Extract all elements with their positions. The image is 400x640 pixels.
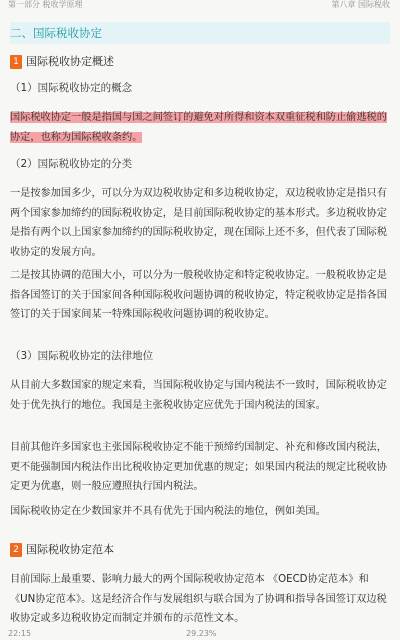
header-right-text: 第八章 国际税收 (331, 0, 390, 9)
paragraph-3: 从目前大多数国家的规定来看，当国际税收协定与国内税法不一致时，国际税收协定处于优先执行的地位。我国是主张税收协定应优先于国内税法的国家。 (10, 380, 387, 411)
number-badge-2: 2 (10, 543, 22, 557)
point-3-title: （3）国际税收协定的法律地位 (10, 350, 154, 362)
header-left-text: 第一部分 税收学原理 (8, 0, 83, 9)
paragraph-2: 二是按其协调的范围大小，可以分为一般税收协定和特定税收协定。一般税收协定是指各国签订的关于国家间各种国际税收问题协调的税收协定，特定税收协定是指各国签订的关于国家间某一特殊国际税收问题协调的税收协定。 (10, 270, 387, 320)
point-1-title: （1）国际税收协定的概念 (10, 82, 133, 94)
number-badge-1: 1 (10, 55, 22, 69)
status-header (0, 0, 400, 12)
subheading-1 (10, 54, 114, 70)
paragraph-1: 一是按参加国多少，可以分为双边税收协定和多边税收协定，双边税收协定是指只有两个国家参加缔约的国际税收协定，是目前国际税收协定的基本形式。多边税收协定是指有两个以上国家参加缔约的国际税收协定，现在国际上还不多，但代表了国际税收协定的发展方向。 (10, 188, 387, 258)
section-title (10, 22, 390, 44)
paragraph-5: 国际税收协定在少数国家并不具有优先于国内税法的地位，例如美国。 (10, 506, 326, 517)
status-footer (0, 628, 400, 640)
reading-progress: 29.23% (186, 629, 217, 638)
subheading-2 (10, 542, 114, 558)
section-title-text: 二、国际税收协定 (10, 26, 102, 40)
clock-text: 22:15 (8, 629, 32, 638)
point-2-title: （2）国际税收协定的分类 (10, 158, 133, 170)
highlighted-text[interactable]: 国际税收协定一般是指国与国之间签订的避免对所得和资本双重征税和防止偷逃税的协定，也称为国际税收条约。 (10, 112, 387, 143)
subheading-1-text: 国际税收协定概述 (26, 55, 114, 68)
paragraph-4: 目前其他许多国家也主张国际税收协定不能干预缔约国制定、补充和修改国内税法，更不能强制国内税法作出比税收协定更加优惠的规定；如果国内税法的规定比税收协定更为优惠，则一般应遵照执行国内税法。 (10, 442, 387, 492)
highlight-paragraph[interactable] (10, 108, 390, 147)
subheading-2-text: 国际税收协定范本 (26, 543, 114, 556)
paragraph-6: 目前国际上最重要、影响力最大的两个国际税收协定范本 《OECD协定范本》和《UN协定范本》。这是经济合作与发展组织与联合国为了协调和指导各国签订双边税收协定或多边税收协定而制定并颁布的示范性文本。 (10, 574, 387, 624)
